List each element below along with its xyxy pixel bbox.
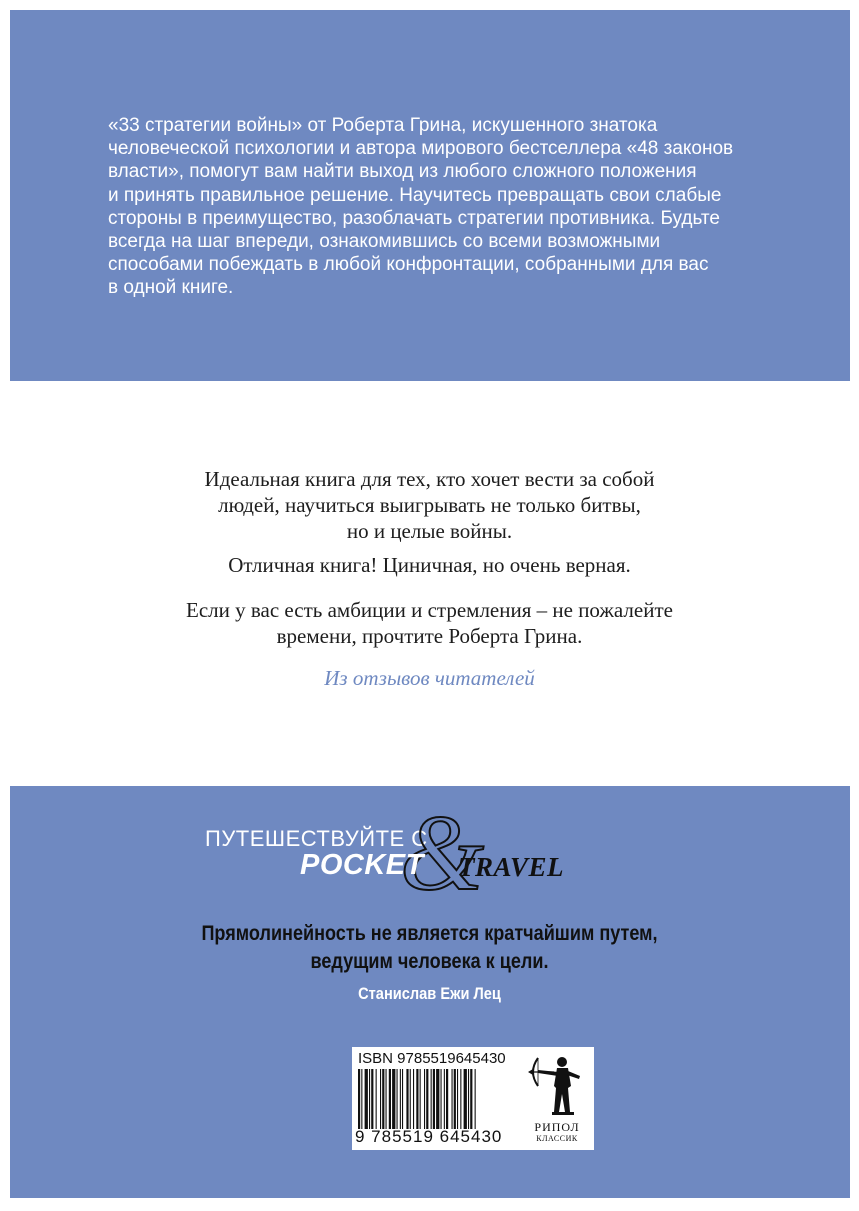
- description-line: человеческой психологии и автора мирового бестселлера «48 законов: [108, 138, 734, 160]
- series-tagline: ПУТЕШЕСТВУЙТЕ С: [205, 826, 428, 851]
- book-description: [108, 114, 748, 300]
- series-travel: TRAVEL: [458, 852, 565, 882]
- review-1: [0, 466, 859, 544]
- quote-author: Станислав Ежи Лец: [358, 984, 501, 1003]
- epigraph-quote: [60, 920, 799, 976]
- description-line: способами побеждать в любой конфронтации, собранными для вас: [108, 254, 709, 276]
- description-line: всегда на шаг впереди, ознакомившись со всеми возможными: [108, 231, 661, 253]
- barcode-icon: [358, 1069, 521, 1129]
- description-line: власти», помогут вам найти выход из любого сложного положения: [108, 161, 697, 183]
- review-2: [0, 552, 859, 578]
- isbn-digits: 9 785519 645430: [355, 1127, 503, 1146]
- isbn-block: [352, 1047, 594, 1150]
- description-line: стороны в преимущество, разоблачать стратегии противника. Будьте: [108, 207, 720, 229]
- publisher-title: РИПОЛ: [534, 1120, 580, 1134]
- quote-line: ведущим человека к цели.: [310, 950, 549, 973]
- reviews-source: Из отзывов читателей: [324, 666, 535, 690]
- review-line: времени, прочтите Роберта Грина.: [276, 624, 583, 648]
- description-line: в одной книге.: [108, 277, 234, 299]
- series-pocket: POCKET: [300, 849, 424, 881]
- publisher-subtitle: КЛАССИК: [536, 1134, 578, 1143]
- review-line: людей, научиться выигрывать не только битвы,: [218, 493, 641, 517]
- publisher-name: [524, 1121, 590, 1144]
- review-3: [0, 597, 859, 649]
- review-line: Если у вас есть амбиции и стремления – не пожалейте: [186, 598, 673, 622]
- review-line: но и целые войны.: [346, 519, 513, 543]
- review-line: Идеальная книга для тех, кто хочет вести за собой: [204, 467, 655, 491]
- isbn-label: ISBN 9785519645430: [358, 1050, 506, 1067]
- description-line: «33 стратегии войны» от Роберта Грина, искушенного знатока: [108, 115, 658, 136]
- review-line: Отличная книга! Циничная, но очень верная.: [228, 553, 631, 577]
- publisher-archer-logo-icon: [524, 1052, 590, 1122]
- series-ampersand: &: [400, 794, 485, 913]
- quote-line: Прямолинейность не является кратчайшим путем,: [201, 922, 658, 945]
- description-line: и принять правильное решение. Научитесь превращать свои слабые: [108, 184, 722, 206]
